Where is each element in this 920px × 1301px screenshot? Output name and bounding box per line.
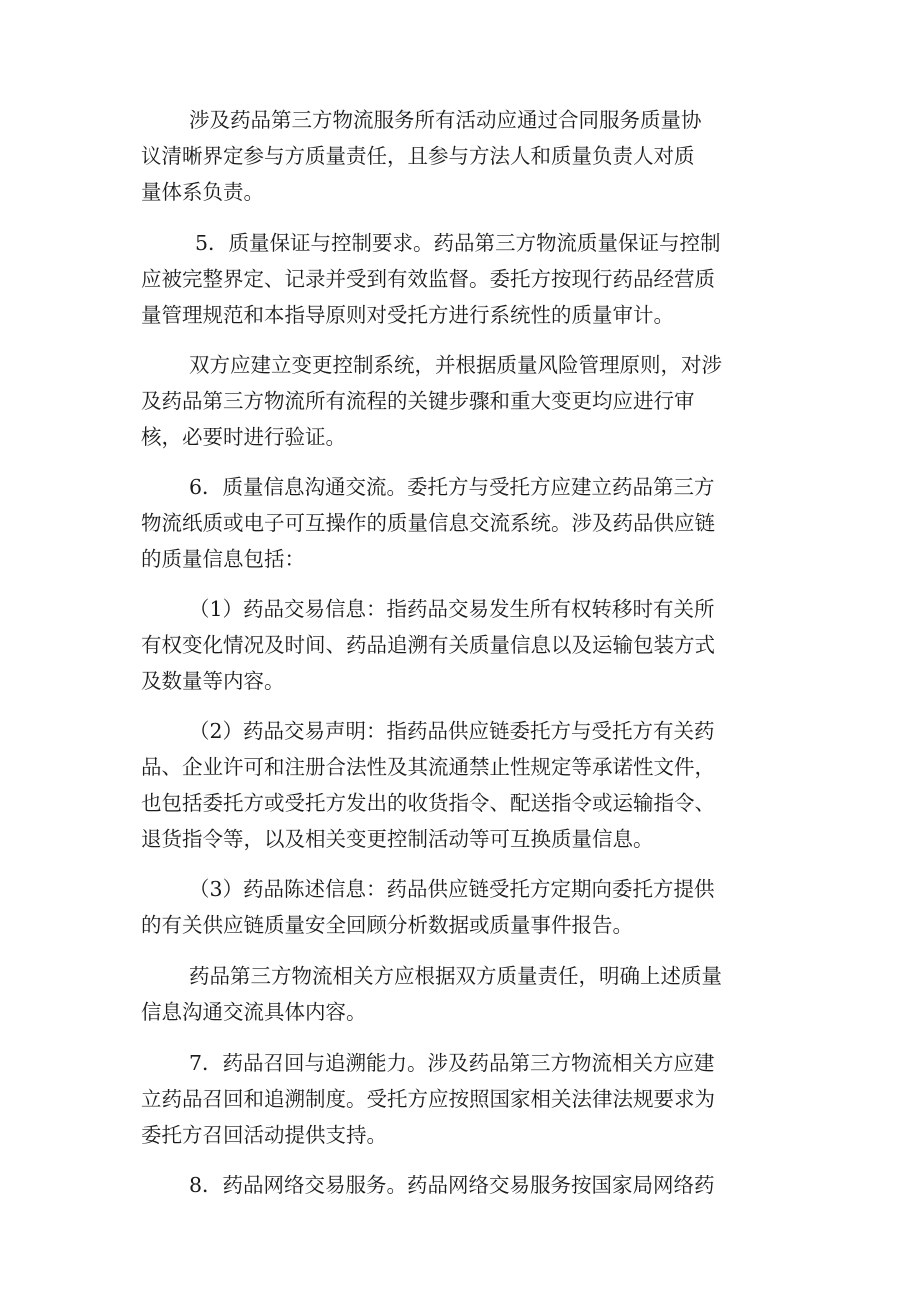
text-line: 药品第三方物流相关方应根据双方质量责任，明确上述质量	[189, 964, 722, 988]
text-line: （2）药品交易声明：指药品供应链委托方与受托方有关药	[189, 719, 715, 743]
text-line: 有权变化情况及时间、药品追溯有关质量信息以及运输包装方式	[141, 633, 715, 657]
text-line: （3）药品陈述信息：药品供应链受托方定期向委托方提供	[189, 877, 715, 901]
text-line: 6．质量信息沟通交流。委托方与受托方应建立药品第三方	[189, 475, 715, 499]
text-line: 物流纸质或电子可互操作的质量信息交流系统。涉及药品供应链	[141, 511, 715, 535]
text-line: 的质量信息包括：	[141, 547, 305, 571]
text-line: 8．药品网络交易服务。药品网络交易服务按国家局网络药	[189, 1173, 715, 1197]
text-line: 应被完整界定、记录并受到有效监督。委托方按现行药品经营质	[141, 267, 715, 291]
text-line: 信息沟通交流具体内容。	[141, 1000, 367, 1024]
text-line: 量管理规范和本指导原则对受托方进行系统性的质量审计。	[141, 303, 674, 327]
text-line: 及数量等内容。	[141, 669, 285, 693]
text-line: 5．质量保证与控制要求。药品第三方物流质量保证与控制	[195, 231, 721, 255]
text-line: 也包括委托方或受托方发出的收货指令、配送指令或运输指令、	[141, 791, 715, 815]
text-line: 的有关供应链质量安全回顾分析数据或质量事件报告。	[141, 913, 633, 937]
text-line: 品、企业许可和注册合法性及其流通禁止性规定等承诺性文件，	[141, 755, 715, 779]
text-line: 涉及药品第三方物流服务所有活动应通过合同服务质量协	[189, 108, 702, 132]
text-line: 7．药品召回与追溯能力。涉及药品第三方物流相关方应建	[189, 1051, 715, 1075]
text-line: 委托方召回活动提供支持。	[141, 1123, 387, 1147]
text-line: 双方应建立变更控制系统，并根据质量风险管理原则，对涉	[189, 353, 722, 377]
text-line: 量体系负责。	[141, 180, 264, 204]
text-line: 议清晰界定参与方质量责任，且参与方法人和质量负责人对质	[141, 144, 695, 168]
text-line: （1）药品交易信息：指药品交易发生所有权转移时有关所	[189, 597, 715, 621]
text-line: 立药品召回和追溯制度。受托方应按照国家相关法律法规要求为	[141, 1087, 715, 1111]
text-line: 及药品第三方物流所有流程的关键步骤和重大变更均应进行审	[141, 389, 695, 413]
text-line: 退货指令等，以及相关变更控制活动等可互换质量信息。	[141, 827, 654, 851]
text-line: 核，必要时进行验证。	[141, 425, 346, 449]
